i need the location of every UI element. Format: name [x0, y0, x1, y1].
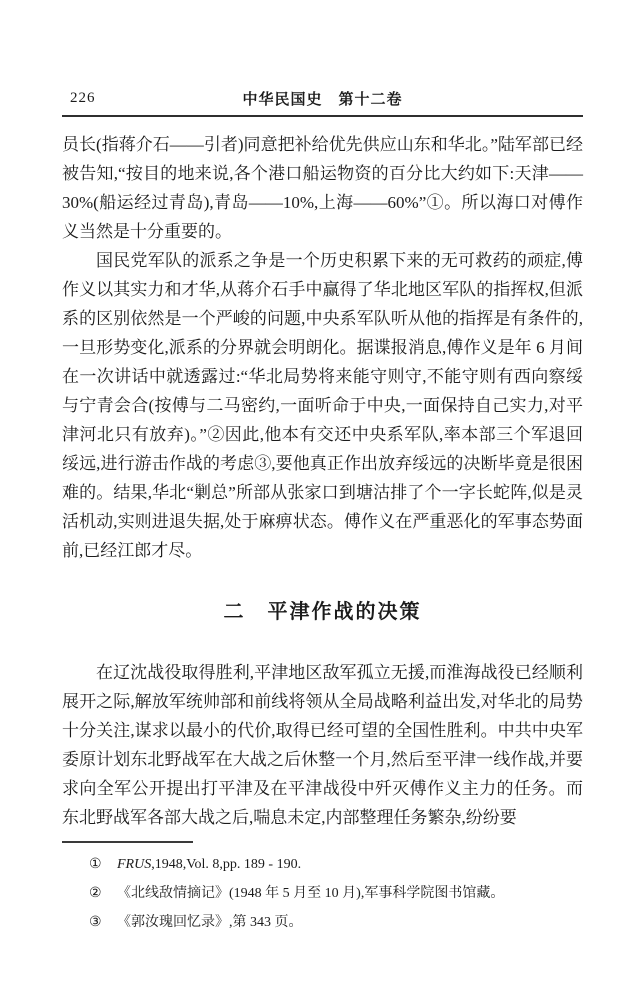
body-text	[62, 130, 583, 832]
footnote-2	[62, 879, 583, 908]
header-rule	[62, 115, 583, 117]
paragraph-2: 国民党军队的派系之争是一个历史积累下来的无可救药的顽症,傅作义以其实力和才华,从蒋介石手中赢得了华北地区军队的指挥权,但派系的区别依然是一个严峻的问题,中央系军队听从他的指挥是有条件的,一旦形势变化,派系的分界就会明朗化。据谍报消息,傅作义是年 6 月间在一次讲话中就透露过:“华北局势将来能守则守,不能守则有西向察绥与宁青会合(按傅与二马密约,一面听命于中央,一面保持自己实力,对平津河北只有放弃)。”②因此,他本有交还中央系军队,率本部三个军退回绥远,进行游击作战的考虑③,要他真正作出放弃绥远的决断毕竟是很困难的。结果,华北“剿总”所部从张家口到塘沽排了个一字长蛇阵,似是灵活机动,实则进退失据,处于麻痹状态。傅作义在严重恶化的军事态势面前,已经江郎才尽。	[62, 251, 583, 560]
running-title: 中华民国史 第十二卷	[242, 92, 403, 108]
footnote-2-rest: 《北线敌情摘记》(1948 年 5 月至 10 月),军事科学院图书馆藏。	[117, 886, 505, 901]
footnote-2-marker: ②	[89, 886, 102, 901]
paragraph-1: 员长(指蒋介石——引者)同意把补给优先供应山东和华北。”陆军部已经被告知,“按目的地来说,各个港口船运物资的百分比大约如下:天津——30%(船运经过青岛),青岛——10%,上海——60%”①。所以海口对傅作义当然是十分重要的。	[62, 135, 583, 241]
page-number: 226	[70, 90, 96, 106]
footnote-1	[62, 850, 583, 879]
footnote-3-rest: 《郭汝瑰回忆录》,第 343 页。	[117, 915, 303, 930]
footnote-3-text	[117, 908, 583, 937]
footnote-1-rest: ,1948,Vol. 8,pp. 189 - 190.	[151, 857, 302, 872]
footnote-2-text	[117, 879, 583, 908]
footnote-1-italic-title: FRUS	[117, 857, 152, 872]
paragraph-3: 在辽沈战役取得胜利,平津地区敌军孤立无援,而淮海战役已经顺利展开之际,解放军统帅部和前线将领从全局战略利益出发,对华北的局势十分关注,谋求以最小的代价,取得已经可望的全国性胜利。中共中央军委原计划东北野战军在大战之后休整一个月,然后至平津一线作战,并要求向全军公开提出打平津及在平津战役中歼灭傅作义主力的任务。而东北野战军各部大战之后,喘息未定,内部整理任务繁杂,纷纷要	[62, 663, 583, 827]
section-heading: 二 平津作战的决策	[223, 601, 422, 623]
footnote-3-marker: ③	[89, 915, 102, 930]
footnote-1-marker: ①	[89, 857, 102, 872]
page-content	[62, 88, 583, 937]
footnote-3	[62, 908, 583, 937]
footnotes	[62, 850, 583, 937]
footnote-1-text	[117, 850, 583, 879]
page-header	[62, 88, 583, 112]
footnote-divider	[62, 841, 193, 843]
